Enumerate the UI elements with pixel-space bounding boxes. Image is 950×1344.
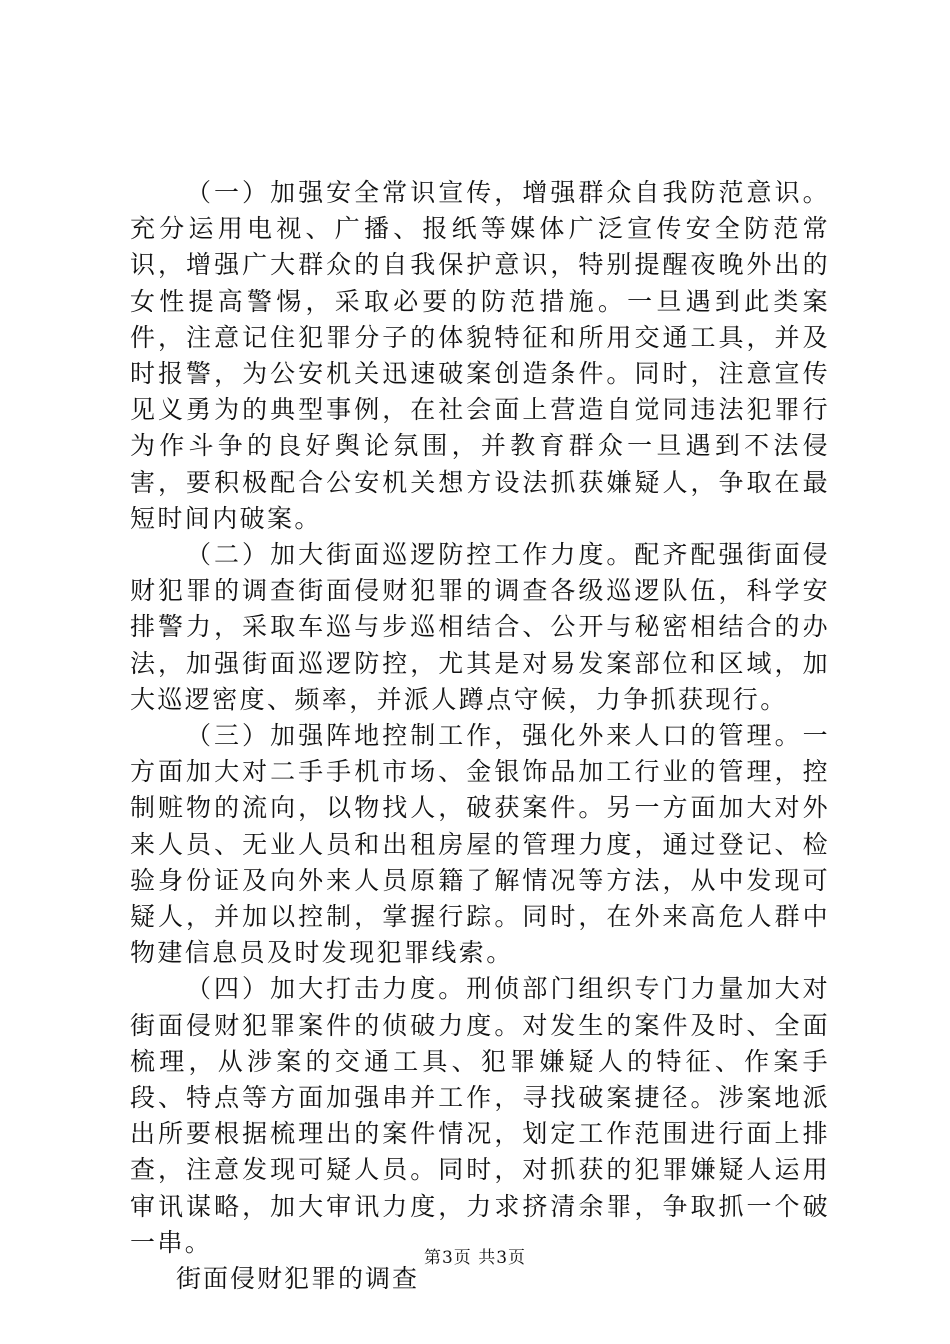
paragraph-4: （四）加大打击力度。刑侦部门组织专门力量加大对街面侵财犯罪案件的侦破力度。对发生的案件及时、全面梳理，从涉案的交通工具、犯罪嫌疑人的特征、作案手段、特点等方面加强串并工作，寻找破案捷径。涉案地派出所要根据梳理出的案件情况，划定工作范围进行面上排查，注意发现可疑人员。同时，对抓获的犯罪嫌疑人运用审讯谋略，加大审讯力度，力求挤清余罪，争取抓一个破一串。 (130, 974, 830, 1257)
paragraph-1: （一）加强安全常识宣传，增强群众自我防范意识。充分运用电视、广播、报纸等媒体广泛宣传安全防范常识，增强广大群众的自我保护意识，特别提醒夜晚外出的女性提高警惕，采取必要的防范措施。一旦遇到此类案件，注意记住犯罪分子的体貌特征和所用交通工具，并及时报警，为公安机关迅速破案创造条件。同时，注意宣传见义勇为的典型事例，在社会面上营造自觉同违法犯罪行为作斗争的良好舆论氛围，并教育群众一旦遇到不法侵害，要积极配合公安机关想方设法抓获嫌疑人，争取在最短时间内破案。 (130, 178, 830, 533)
closing-line: 街面侵财犯罪的调查 (176, 1264, 420, 1294)
paragraph-2: （二）加大街面巡逻防控工作力度。配齐配强街面侵财犯罪的调查街面侵财犯罪的调查各级巡逻队伍，科学安排警力，采取车巡与步巡相结合、公开与秘密相结合的办法，加强街面巡逻防控，尤其是对易发案部位和区域，加大巡逻密度、频率，并派人蹲点守候，力争抓获现行。 (130, 540, 830, 714)
page-footer: 第3页 共3页 (423, 1248, 527, 1268)
document-body (130, 175, 830, 1297)
paragraph-3: （三）加强阵地控制工作，强化外来人口的管理。一方面加大对二手手机市场、金银饰品加工行业的管理，控制赃物的流向，以物找人，破获案件。另一方面加大对外来人员、无业人员和出租房屋的管理力度，通过登记、检验身份证及向外来人员原籍了解情况等方法，从中发现可疑人，并加以控制，掌握行踪。同时，在外来高危人群中物建信息员及时发现犯罪线索。 (130, 721, 830, 968)
